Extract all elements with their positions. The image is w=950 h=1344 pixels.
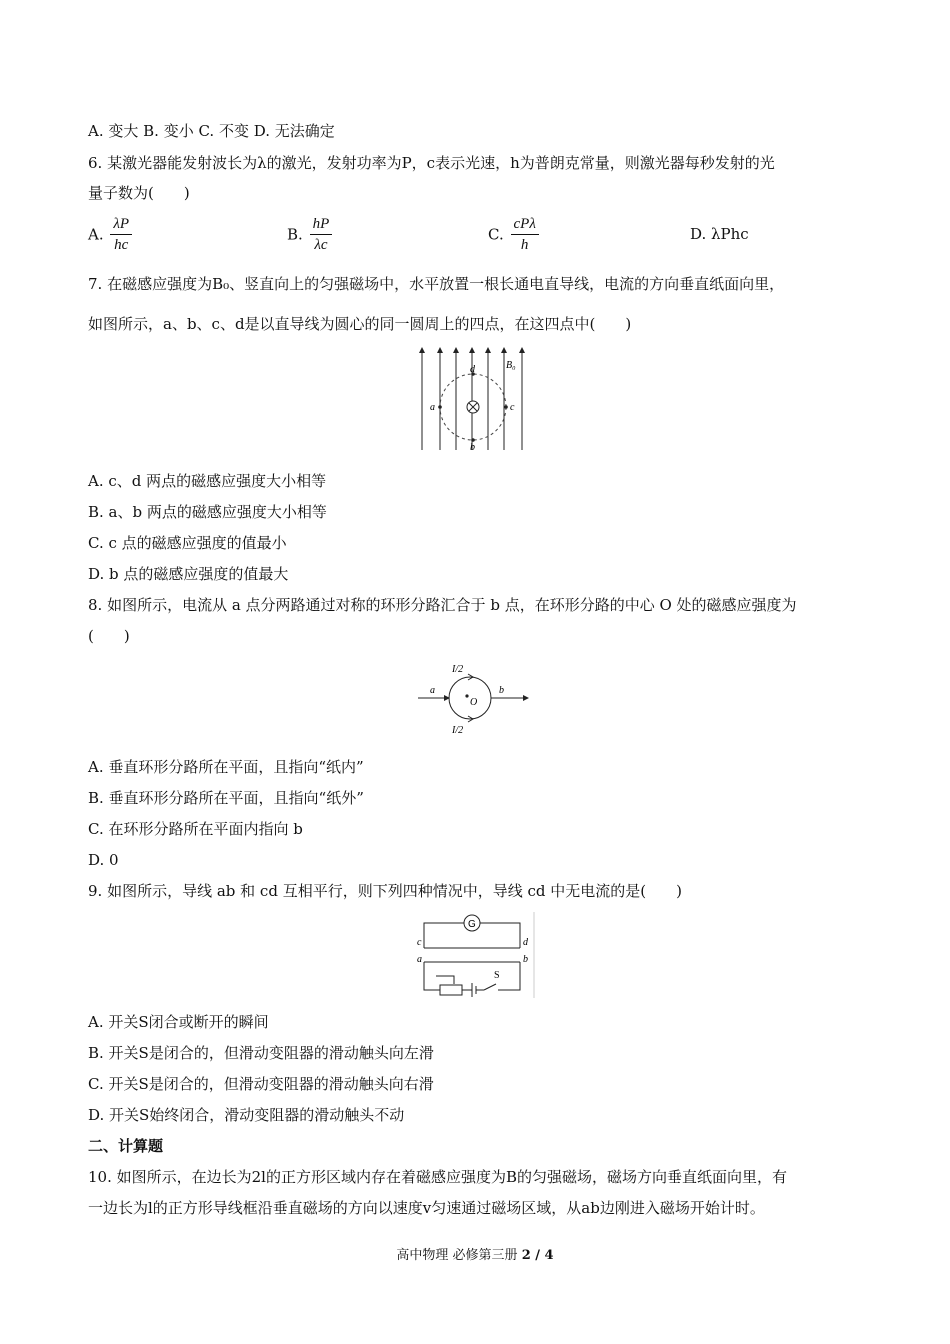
label-bottom-current: I/2: [452, 725, 464, 736]
label-c: c: [417, 937, 422, 948]
q8-option-b: B. 垂直环形分路所在平面，且指向“纸外”: [88, 789, 364, 807]
q8-option-d: D. 0: [88, 851, 119, 869]
q9-parallel-wires-figure: [414, 912, 536, 998]
q6-option-c-numerator: cPλ: [511, 214, 539, 235]
q7-stem-line2: 如图所示，a、b、c、d是以直导线为圆心的同一圆周上的四点，在这四点中( ): [88, 315, 632, 333]
page-number: 2 / 4: [521, 1248, 554, 1263]
label-b: b: [470, 442, 475, 452]
label-top-current: I/2: [452, 664, 464, 675]
q8-option-c: C. 在环形分路所在平面内指向 b: [88, 820, 303, 838]
upper-circuit-right: [480, 923, 520, 948]
q7-option-a: A. c、d 两点的磁感应强度大小相等: [88, 472, 327, 490]
q9-option-d: D. 开关S始终闭合，滑动变阻器的滑动触头不动: [88, 1106, 405, 1124]
label-b: b: [523, 954, 528, 965]
q6-option-b-fraction: [310, 214, 333, 255]
label-d: d: [523, 937, 528, 948]
q5-options: A. 变大 B. 变小 C. 不变 D. 无法确定: [88, 122, 335, 140]
q6-option-a-numerator: λP: [110, 214, 132, 235]
footer-subject: 高中物理 必修第三册: [396, 1248, 522, 1263]
q6-option-b: [287, 214, 334, 255]
q6-option-a-fraction: [110, 214, 132, 255]
q6-stem-line2: 量子数为( ): [88, 184, 190, 202]
label-c: c: [510, 402, 515, 413]
page-footer: [0, 1244, 950, 1263]
q6-option-a: [88, 214, 134, 255]
q8-stem-line1: 8. 如图所示，电流从 a 点分两路通过对称的环形分路汇合于 b 点，在环形分路的中心 O 处的磁感应强度为: [88, 596, 797, 614]
q8-stem-line2: ( ): [88, 627, 130, 645]
q6-option-b-label: B.: [287, 225, 303, 244]
label-g: G: [468, 919, 476, 930]
point-c: [504, 405, 508, 409]
label-a: a: [430, 685, 435, 696]
label-b: b: [499, 685, 504, 696]
q6-option-c-fraction: [511, 214, 539, 255]
q9-option-b: B. 开关S是闭合的，但滑动变阻器的滑动触头向左滑: [88, 1044, 434, 1062]
label-o: O: [470, 697, 478, 708]
q10-line1: 10. 如图所示，在边长为2l的正方形区域内存在着磁感应强度为B的匀强磁场，磁场方向垂直纸面向里，有: [88, 1168, 787, 1186]
q6-option-a-denominator: hc: [114, 237, 129, 253]
q6-option-d: D. λPhc: [690, 225, 749, 243]
q9-option-c: C. 开关S是闭合的，但滑动变阻器的滑动触头向右滑: [88, 1075, 434, 1093]
q10-line2: 一边长为l的正方形导线框沿垂直磁场的方向以速度v匀速通过磁场区域，从ab边刚进入磁场开始计时。: [88, 1199, 765, 1217]
q6-stem-line1: 6. 某激光器能发射波长为λ的激光，发射功率为P，c表示光速，h为普朗克常量，则激光器每秒发射的光: [88, 154, 775, 172]
q6-option-b-denominator: λc: [314, 237, 328, 253]
upper-circuit-left: [424, 923, 464, 948]
label-d: d: [470, 364, 475, 375]
q7-option-d: D. b 点的磁感应强度的值最大: [88, 565, 289, 583]
current-into-page-icon: [467, 401, 479, 413]
q8-ring-circuit-figure: [416, 659, 534, 737]
point-a: [438, 405, 442, 409]
center-o-dot: [465, 694, 468, 697]
q9-stem: 9. 如图所示，导线 ab 和 cd 互相平行，则下列四种情况中，导线 cd 中无电流的是( ): [88, 882, 682, 900]
q7-magnetic-field-figure: [418, 346, 530, 452]
q9-option-a: A. 开关S闭合或断开的瞬间: [88, 1013, 269, 1031]
field-label: B₀: [506, 360, 516, 371]
q7-option-c: C. c 点的磁感应强度的值最小: [88, 534, 287, 552]
label-a: a: [417, 954, 422, 965]
label-a: a: [430, 402, 435, 413]
q6-option-c-label: C.: [488, 225, 504, 244]
q7-stem-line1: 7. 在磁感应强度为B₀、竖直向上的匀强磁场中，水平放置一根长通电直导线，电流的方向垂直纸面向里，: [88, 275, 785, 293]
q6-option-a-label: A.: [88, 225, 104, 244]
q6-option-c-denominator: h: [520, 237, 529, 253]
switch-s: [484, 984, 496, 990]
section-title: 二、计算题: [88, 1137, 164, 1155]
lower-circuit-right: [498, 962, 520, 990]
q6-option-c: [488, 214, 541, 255]
rheostat-slider: [436, 976, 454, 984]
label-s: S: [494, 970, 500, 981]
q8-option-a: A. 垂直环形分路所在平面，且指向“纸内”: [88, 758, 364, 776]
q7-option-b: B. a、b 两点的磁感应强度大小相等: [88, 503, 327, 521]
rheostat: [440, 985, 462, 995]
q6-option-b-numerator: hP: [310, 214, 333, 235]
